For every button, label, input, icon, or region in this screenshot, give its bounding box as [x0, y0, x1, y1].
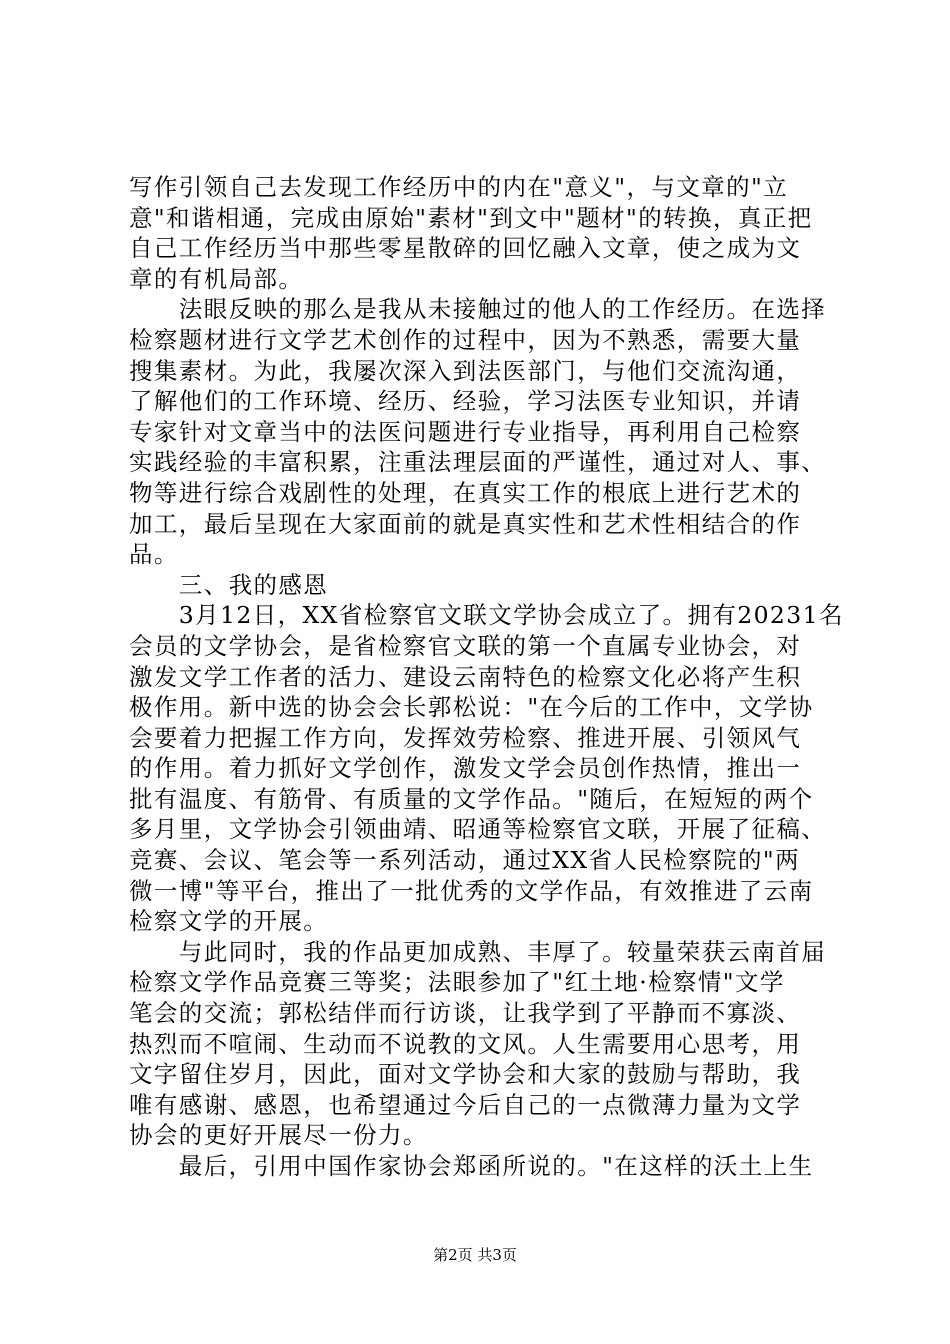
text-line: 搜集素材。为此，我屡次深入到法医部门，与他们交流沟通，: [129, 356, 802, 385]
text-line: 会要着力把握工作方向，发挥效劳检察、推进开展、引领风气: [129, 723, 802, 752]
text-line: 协会的更好开展尽一份力。: [129, 1121, 428, 1150]
text-line: 章的有机局部。: [129, 264, 304, 293]
text-line: 激发文学工作者的活力、建设云南特色的检察文化必将产生积: [129, 662, 802, 691]
text-line: 的作用。着力抓好文学创作，激发文学会员创作热情，推出一: [129, 754, 802, 783]
text-line: 法眼反映的那么是我从未接触过的他人的工作经历。在选择: [129, 295, 827, 324]
text-line: 检察文学作品竞赛三等奖；法眼参加了"红土地·检察情"文学: [129, 968, 785, 997]
page-number-footer: 第2页 共3页: [433, 1246, 517, 1264]
text-line: 专家针对文章当中的法医问题进行专业指导，再利用自己检察: [129, 417, 802, 446]
text-line: 与此同时，我的作品更加成熟、丰厚了。较量荣获云南首届: [129, 937, 827, 966]
text-line: 文字留住岁月，因此，面对文学协会和大家的鼓励与帮助，我: [129, 1060, 802, 1089]
text-line: 写作引领自己去发现工作经历中的内在"意义"，与文章的"立: [129, 173, 789, 201]
text-line: 了解他们的工作环境、经历、经验，学习法医专业知识，并请: [129, 387, 802, 416]
text-line: 微一博"等平台，推出了一批优秀的文学作品，有效推进了云南: [129, 876, 814, 905]
text-line: 竞赛、会议、笔会等一系列活动，通过XX省人民检察院的"两: [129, 846, 800, 875]
text-line: 加工，最后呈现在大家面前的就是真实性和艺术性相结合的作: [129, 509, 802, 538]
text-line: 批有温度、有筋骨、有质量的文学作品。"随后，在短短的两个: [129, 784, 814, 813]
text-line: 品。: [129, 540, 179, 569]
text-line: 热烈而不喧闹、生动而不说教的文风。人生需要用心思考，用: [129, 1029, 802, 1058]
text-line: 多月里，文学协会引领曲靖、昭通等检察官文联，开展了征稿、: [129, 815, 827, 844]
text-line: 自己工作经历当中那些零星散碎的回忆融入文章，使之成为文: [129, 234, 802, 263]
text-line: 3月12日，XX省检察官文联文学协会成立了。拥有20231名: [129, 601, 844, 630]
text-line: 检察文学的开展。: [129, 907, 329, 936]
text-line: 极作用。新中选的协会会长郭松说："在今后的工作中，文学协: [129, 693, 814, 722]
text-line: 意"和谐相通，完成由原始"素材"到文中"题材"的转换，真正把: [129, 203, 813, 232]
document-body: [129, 172, 844, 1182]
text-line: 物等进行综合戏剧性的处理，在真实工作的根底上进行艺术的: [129, 478, 802, 507]
text-line: 最后，引用中国作家协会郑函所说的。"在这样的沃土上生: [129, 1152, 814, 1180]
section-heading: 三、我的感恩: [129, 570, 329, 599]
text-line: 笔会的交流；郭松结伴而行访谈，让我学到了平静而不寡淡、: [129, 999, 802, 1028]
text-line: 会员的文学协会，是省检察官文联的第一个直属专业协会，对: [129, 631, 802, 660]
text-line: 唯有感谢、感恩，也希望通过今后自己的一点微薄力量为文学: [129, 1090, 802, 1119]
text-line: 检察题材进行文学艺术创作的过程中，因为不熟悉，需要大量: [129, 325, 802, 354]
text-line: 实践经验的丰富积累，注重法理层面的严谨性，通过对人、事、: [129, 448, 827, 477]
